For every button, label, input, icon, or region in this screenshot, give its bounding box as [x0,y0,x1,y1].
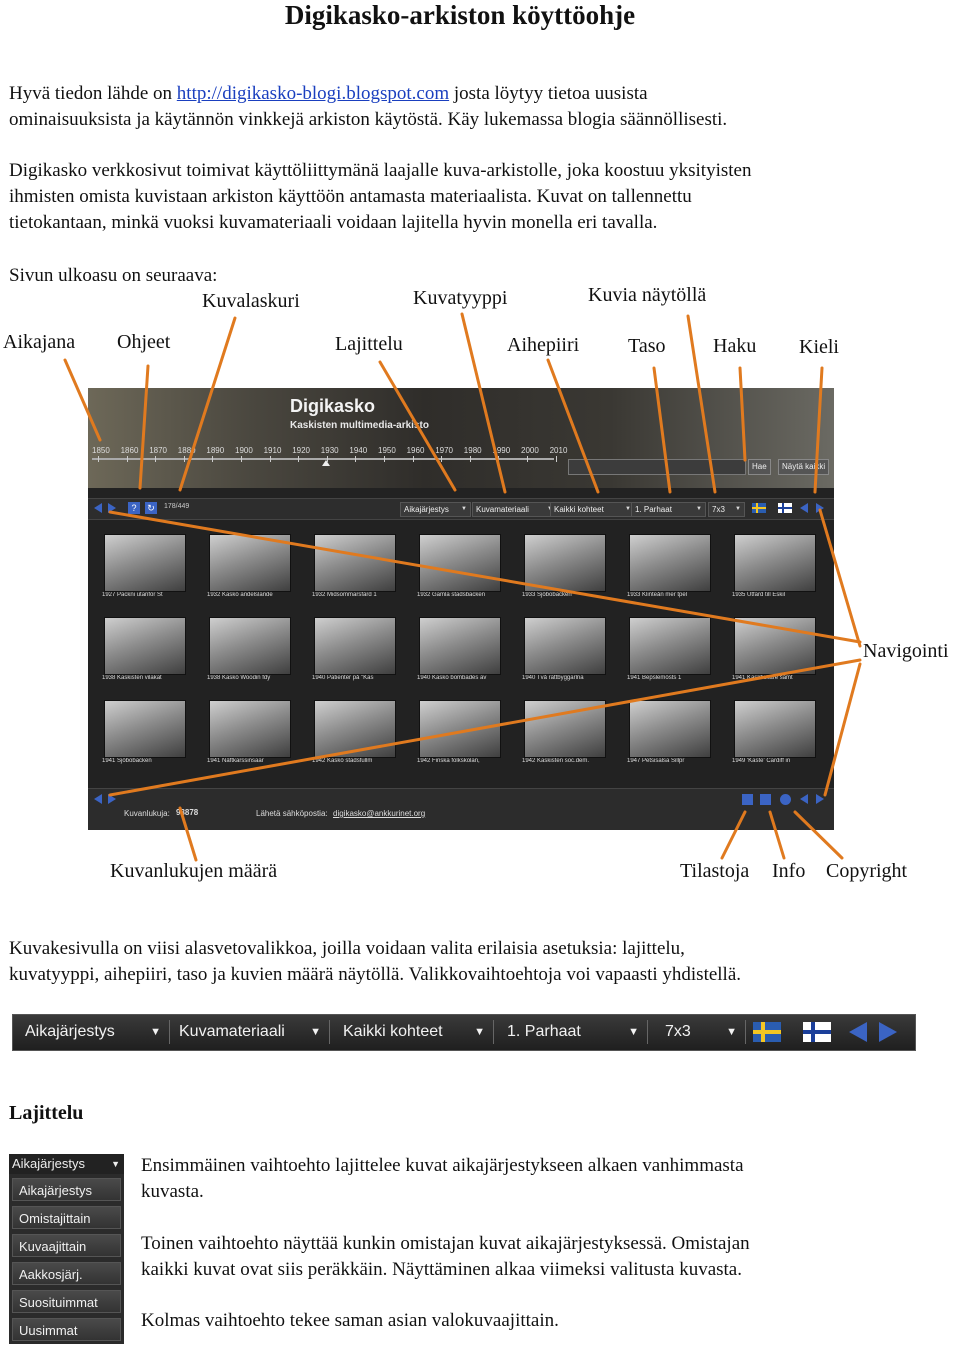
timeline-year[interactable]: 1910 [263,446,282,455]
photo-caption: 1932 Kaskö andelslande [207,592,273,598]
type-dropdown[interactable] [171,1020,330,1044]
sort-option-line: kaikki kuvat ovat siis peräkkäin. Näyttäminen alkaa viimeksi valitusta kuvasta. [141,1259,742,1280]
page-title: Digikasko-arkiston köyttöohje [284,0,636,30]
photo-image [104,534,186,592]
prev-arrow-icon[interactable] [94,794,102,804]
swedish-flag-icon[interactable] [752,503,766,513]
layout-intro: Sivun ulkoasu on seuraava: [9,265,218,286]
timeline-year[interactable]: 1900 [235,446,253,455]
photo-image [734,617,816,675]
timeline-year[interactable]: 2000 [521,446,539,455]
timeline-tick [98,456,99,462]
photo-image [104,617,186,675]
description-line: ihmisten omista kuvistaan arkiston käyttöön antamasta materiaalista. Kuvat on tallennettu [9,186,692,207]
photo-thumbnail[interactable] [96,528,192,604]
photo-thumbnail[interactable] [306,528,402,604]
level-dropdown[interactable] [499,1020,648,1044]
image-count-label: Kuvanlukuja: [124,809,170,818]
chevron-down-icon: ▼ [628,1026,639,1038]
photo-caption: 1941 Sjöbobacken [102,758,152,764]
menu-item[interactable]: Suosituimmat [12,1290,121,1313]
photo-caption: 1949 'Kaste' Cardiff in [732,758,791,764]
grid-size-dropdown-label: 7x3 [665,1023,691,1040]
label-kieli: Kieli [799,336,839,358]
timeline-year[interactable]: 1850 [92,446,110,455]
email-link[interactable]: digikasko@ankkurinet.org [333,809,426,818]
timeline-tick [327,456,328,462]
grid-size-dropdown[interactable] [657,1020,746,1044]
photo-thumbnail[interactable] [516,694,612,770]
menu-item[interactable]: Aakkosjärj. [12,1262,121,1285]
intro-line2: ominaisuuksista ja käytännön vinkkejä arkiston käytöstä. Käy lukemassa blogia säännöllisesti. [9,109,728,130]
photo-image [419,700,501,758]
level-select-label: 1. Parhaat [635,505,672,514]
next-arrow-icon[interactable] [816,503,824,513]
intro-paragraph [9,81,929,133]
timeline-year[interactable]: 1990 [492,446,511,455]
type-dropdown-label: Kuvamateriaali [179,1023,285,1040]
photo-image [419,534,501,592]
label-kuvalaskuri: Kuvalaskuri [202,290,300,312]
photo-caption: 1941 Kaskfiskare samt [732,675,793,681]
intro-suffix: josta löytyy tietoa uusista [453,83,648,104]
copyright-icon[interactable] [780,794,791,805]
topic-dropdown-label: Kaikki kohteet [343,1023,443,1040]
photo-image [734,700,816,758]
photo-thumbnail[interactable] [726,611,822,687]
sort-option-line: kuvasta. [141,1181,204,1202]
sort-option-2 [141,1231,931,1283]
photo-thumbnail[interactable] [411,694,507,770]
search-input[interactable] [568,459,746,475]
sort-select[interactable] [400,502,471,517]
label-copyright: Copyright [826,860,908,882]
photo-thumbnail[interactable] [306,611,402,687]
photo-image [629,534,711,592]
label-haku: Haku [713,335,757,357]
timeline-tick [127,456,128,462]
photo-caption: 1933 Klinteån mer tpel [627,592,688,598]
grid-size-select-label: 7x3 [712,505,725,514]
photo-caption: 1927 Packni utanför St [102,592,163,598]
photo-caption: 1932 Midsommarsfärd 1 [312,592,377,598]
prev-arrow-icon[interactable] [800,503,808,513]
photo-caption: 1940 Kaskö bombades av [417,675,487,681]
toolbar-closeup [12,1014,916,1051]
level-dropdown-label: 1. Parhaat [507,1023,581,1040]
site-header [88,388,834,488]
photo-thumbnail[interactable] [96,611,192,687]
sort-option-3 [141,1308,931,1334]
timeline-year[interactable]: 2010 [549,446,568,455]
photo-image [629,617,711,675]
timeline-tick [298,456,299,462]
menu-item[interactable]: Aikajärjestys [12,1178,121,1201]
section-heading: Lajittelu [9,1102,84,1124]
dropdown-paragraph [9,936,929,988]
sort-option-line: Kolmas vaihtoehto tekee saman asian valokuvaajittain. [141,1310,559,1331]
timeline-tick [270,456,271,462]
timeline[interactable] [90,440,568,466]
show-all-button[interactable]: Näytä kaikki [778,459,829,475]
chevron-down-icon: ▼ [726,1026,737,1038]
label-kuvatyyppi: Kuvatyyppi [413,287,508,309]
swedish-flag-icon[interactable] [753,1022,781,1042]
photo-caption: 1932 Gamla stadsbacken [417,592,486,598]
photo-caption: 1941 Bepslemösts 1 [627,675,682,681]
description-paragraph [9,158,929,236]
chevron-down-icon: ▼ [474,1026,485,1038]
site-subtitle: Kaskisten multimedia-arkisto [290,420,429,431]
photo-thumbnail[interactable] [516,528,612,604]
photo-thumbnail[interactable] [726,694,822,770]
photo-caption: 1938 Kaskisten vilakat [102,675,162,681]
photo-thumbnail[interactable] [411,611,507,687]
intro-prefix: Hyvä tiedon lähde on [9,83,173,104]
chevron-down-icon: ▼ [150,1026,161,1038]
statistics-icon[interactable] [742,794,753,805]
site-logo: Digikasko [290,396,376,416]
sort-option-1 [141,1153,912,1205]
timeline-year[interactable]: 1860 [120,446,139,455]
topic-select[interactable] [550,502,635,517]
timeline-tick [498,456,499,462]
photo-caption: 1941 Näftkarssinsaar [207,758,264,764]
timeline-tick [527,456,528,462]
photo-caption: 1940 Två rättbyggarlna [522,675,584,681]
level-select[interactable] [631,502,706,517]
label-tilastoja: Tilastoja [680,860,750,882]
label-aihepiiri: Aihepiiri [507,334,580,356]
photo-caption: 1942 Kaskisten soc.dem. [522,758,590,764]
photo-thumbnail[interactable] [306,694,402,770]
timeline-tick [241,456,242,462]
timeline-year[interactable]: 1970 [435,446,453,455]
label-info: Info [772,860,806,882]
photo-thumbnail[interactable] [621,528,717,604]
photo-image [419,617,501,675]
timeline-year[interactable]: 1870 [149,446,167,455]
photo-image [104,700,186,758]
timeline-year[interactable]: 1960 [406,446,425,455]
next-arrow-icon[interactable] [879,1022,897,1042]
photo-caption: 1947 Petsisalsa Sillpr [627,758,685,764]
topic-select-label: Kaikki kohteet [554,505,604,514]
timeline-tick [384,456,385,462]
next-arrow-icon[interactable] [108,794,116,804]
timeline-tick [212,456,213,462]
site-toolbar [88,498,834,520]
sort-menu [9,1154,124,1344]
topic-dropdown[interactable] [335,1020,494,1044]
description-line: tietokantaan, minkä vuoksi kuvamateriaali voidaan lajitella hyvin monella eri tavalla. [9,212,658,233]
photo-image [314,534,396,592]
photo-thumbnail[interactable] [96,694,192,770]
menu-item[interactable]: Uusimmat [12,1318,121,1341]
label-lajittelu: Lajittelu [335,333,403,355]
info-icon[interactable] [760,794,771,805]
finnish-flag-icon[interactable] [778,503,792,513]
photo-thumbnail[interactable] [201,694,297,770]
email-label: Lähetä sähköpostia: [256,809,328,818]
photo-thumbnail[interactable] [201,528,297,604]
next-arrow-icon[interactable] [816,794,824,804]
menu-item[interactable]: Omistajittain [12,1206,121,1229]
blog-link[interactable]: http://digikasko-blogi.blogspot.com [176,83,450,104]
chevron-down-icon: ▼ [310,1026,321,1038]
timeline-tick [155,456,156,462]
photo-caption: 1935 Utfärd till Eskil [732,592,786,598]
photo-thumbnail[interactable] [516,611,612,687]
sort-dropdown-label: Aikajärjestys [25,1023,115,1040]
label-aikajana: Aikajana [3,331,76,353]
timeline-tick [441,456,442,462]
label-kuvanlukujen-maara: Kuvanlukujen määrä [110,860,278,882]
type-select[interactable] [472,502,557,517]
label-navigointi: Navigointi [863,640,949,662]
photo-caption: 1938 Kaskö Woodin fdy [207,675,271,681]
timeline-tick [184,456,185,462]
photo-image [314,617,396,675]
prev-arrow-icon[interactable] [94,503,102,513]
timeline-tick [556,456,557,462]
sort-dropdown[interactable] [17,1020,170,1044]
photo-image [524,617,606,675]
menu-item[interactable]: Kuvaajittain [12,1234,121,1257]
timeline-year[interactable]: 1980 [463,446,482,455]
photo-image [209,617,291,675]
photo-caption: 1942 Kaskö stadsfullm [312,758,373,764]
type-select-label: Kuvamateriaali [476,505,529,514]
photo-grid [96,528,826,778]
sort-option-line: Ensimmäinen vaihtoehto lajittelee kuvat aikajärjestykseen alkaen vanhimmasta [141,1155,744,1176]
sort-select-label: Aikajärjestys [404,505,449,514]
timeline-year[interactable]: 1880 [177,446,196,455]
search-button[interactable]: Hae [748,459,771,475]
prev-arrow-icon[interactable] [849,1022,867,1042]
next-arrow-icon[interactable] [108,503,116,513]
timeline-year[interactable]: 1890 [206,446,225,455]
photo-image [524,534,606,592]
photo-caption: 1942 Finska folkskolan, [417,758,480,764]
description-line: Digikasko verkkosivut toimivat käyttöliittymänä laajalle kuva-arkistolle, joka koostuu yksityisten [9,160,752,181]
timeline-year[interactable]: 1950 [378,446,396,455]
finnish-flag-icon[interactable] [803,1022,831,1042]
site-footer [88,788,834,830]
photo-image [209,700,291,758]
timeline-year[interactable]: 1920 [292,446,310,455]
help-icon[interactable]: ? [128,502,140,514]
timeline-year[interactable]: 1940 [349,446,368,455]
photo-image [314,700,396,758]
grid-size-select[interactable] [708,502,745,517]
photo-image [629,700,711,758]
dropdown-line: Kuvakesivulla on viisi alasvetovalikkoa, joilla voidaan valita erilaisia asetuksia: lajittelu, [9,938,685,959]
timeline-tick [413,456,414,462]
label-kuvia-naytolla: Kuvia näytöllä [588,284,707,306]
sort-option-line: Toinen vaihtoehto näyttää kunkin omistajan kuvat aikajärjestyksessä. Omistajan [141,1233,750,1254]
site-screenshot [88,388,834,830]
prev-arrow-icon[interactable] [800,794,808,804]
photo-image [209,534,291,592]
timeline-year[interactable]: 1930 [320,446,339,455]
label-taso: Taso [628,335,666,357]
photo-caption: 1933 Sjöbobacken [522,592,572,598]
chevron-down-icon: ▼ [111,1159,120,1169]
dropdown-line: kuvatyyppi, aihepiiri, taso ja kuvien määrä näytöllä. Valikkovaihtoehtoja voi vapaasti yhdistellä. [9,964,742,985]
image-count-value: 93878 [176,808,199,817]
sort-menu-header-label: Aikajärjestys [12,1156,85,1171]
refresh-icon[interactable]: ↻ [145,502,157,514]
timeline-tick [355,456,356,462]
label-ohjeet: Ohjeet [117,331,171,353]
photo-caption: 1940 Patienter på "Kas [312,675,374,681]
image-counter: 178/449 [164,503,190,510]
timeline-tick [470,456,471,462]
photo-thumbnail[interactable] [621,694,717,770]
photo-image [524,700,606,758]
photo-thumbnail[interactable] [411,528,507,604]
photo-thumbnail[interactable] [621,611,717,687]
photo-image [734,534,816,592]
photo-thumbnail[interactable] [201,611,297,687]
sort-menu-header[interactable] [9,1154,124,1174]
photo-thumbnail[interactable] [726,528,822,604]
